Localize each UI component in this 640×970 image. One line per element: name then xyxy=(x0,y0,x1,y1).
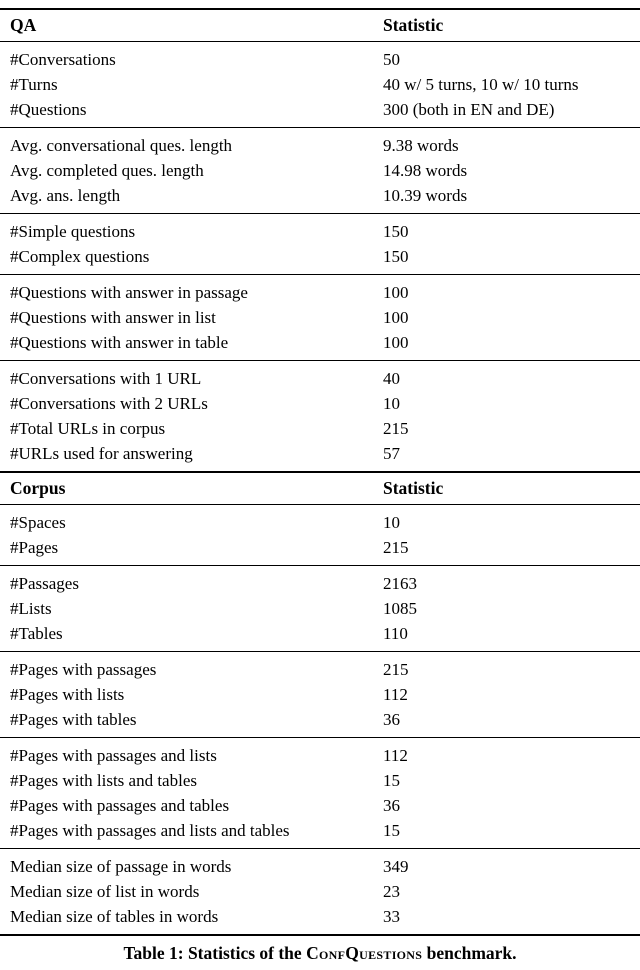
column-header-label: Corpus xyxy=(10,478,66,498)
table-row xyxy=(0,657,640,682)
row-value: 215 xyxy=(383,538,409,557)
row-label: #Pages with tables xyxy=(10,710,137,729)
row-label: #Pages with passages xyxy=(10,660,157,679)
column-header-label: QA xyxy=(10,15,37,35)
row-value: 50 xyxy=(383,50,400,69)
row-label: #Pages with passages and lists xyxy=(10,746,217,765)
table-row xyxy=(0,768,640,793)
row-value: 10.39 words xyxy=(383,186,468,205)
table-caption xyxy=(0,942,640,964)
row-group xyxy=(0,360,640,471)
table-row xyxy=(0,391,640,416)
row-value: 112 xyxy=(383,746,408,765)
row-label: #Conversations xyxy=(10,50,116,69)
table-row xyxy=(0,879,640,904)
table-row xyxy=(0,416,640,441)
table-row xyxy=(0,280,640,305)
row-value: 215 xyxy=(383,419,409,438)
row-label: Avg. ans. length xyxy=(10,186,121,205)
row-value: 15 xyxy=(383,821,400,840)
row-group xyxy=(0,213,640,274)
table-row xyxy=(0,510,640,535)
row-value: 2163 xyxy=(383,574,417,593)
table-section xyxy=(0,10,640,471)
row-value: 14.98 words xyxy=(383,161,468,180)
table-row xyxy=(0,330,640,355)
row-label: #Pages with passages and lists and tables xyxy=(10,821,290,840)
table-row xyxy=(0,621,640,646)
table-row xyxy=(0,97,640,122)
caption-benchmark-name: ConfQuestions xyxy=(306,943,423,963)
row-label: #Lists xyxy=(10,599,52,618)
row-value: 15 xyxy=(383,771,400,790)
row-value: 100 xyxy=(383,283,409,302)
row-label: #URLs used for answering xyxy=(10,444,193,463)
table-row xyxy=(0,793,640,818)
row-value: 100 xyxy=(383,333,409,352)
row-label: #Pages with passages and tables xyxy=(10,796,230,815)
table-header-row xyxy=(0,10,640,42)
row-label: #Complex questions xyxy=(10,247,150,266)
row-value: 110 xyxy=(383,624,408,643)
row-value: 112 xyxy=(383,685,408,704)
row-value: 9.38 words xyxy=(383,136,459,155)
row-value: 40 w/ 5 turns, 10 w/ 10 turns xyxy=(383,75,579,94)
caption-prefix: Table 1: Statistics of the xyxy=(123,943,307,963)
table-row xyxy=(0,743,640,768)
table-row xyxy=(0,535,640,560)
row-value: 10 xyxy=(383,513,400,532)
row-label: #Pages with lists xyxy=(10,685,125,704)
row-label: #Simple questions xyxy=(10,222,136,241)
row-label: #Questions with answer in passage xyxy=(10,283,248,302)
row-group xyxy=(0,565,640,651)
row-group xyxy=(0,505,640,565)
row-value: 36 xyxy=(383,796,400,815)
row-group xyxy=(0,127,640,213)
table-row xyxy=(0,571,640,596)
row-value: 1085 xyxy=(383,599,417,618)
row-label: #Spaces xyxy=(10,513,66,532)
row-label: #Passages xyxy=(10,574,79,593)
row-label: #Questions with answer in list xyxy=(10,308,216,327)
row-group xyxy=(0,737,640,848)
row-label: Median size of list in words xyxy=(10,882,200,901)
row-label: #Pages with lists and tables xyxy=(10,771,197,790)
row-value: 57 xyxy=(383,444,400,463)
table-row xyxy=(0,707,640,732)
row-label: #Conversations with 2 URLs xyxy=(10,394,208,413)
row-value: 300 (both in EN and DE) xyxy=(383,100,555,119)
table-row xyxy=(0,47,640,72)
row-label: Avg. conversational ques. length xyxy=(10,136,233,155)
row-label: #Turns xyxy=(10,75,58,94)
table-section xyxy=(0,471,640,934)
row-label: Median size of tables in words xyxy=(10,907,219,926)
table-row xyxy=(0,133,640,158)
row-group xyxy=(0,42,640,127)
row-group xyxy=(0,274,640,360)
row-label: #Questions with answer in table xyxy=(10,333,229,352)
table-row xyxy=(0,904,640,929)
table-row xyxy=(0,244,640,269)
row-value: 349 xyxy=(383,857,409,876)
table-row xyxy=(0,219,640,244)
table-row xyxy=(0,158,640,183)
row-group xyxy=(0,848,640,934)
row-value: 33 xyxy=(383,907,400,926)
table-row xyxy=(0,441,640,466)
table-row xyxy=(0,72,640,97)
row-label: #Questions xyxy=(10,100,87,119)
table-row xyxy=(0,854,640,879)
row-value: 215 xyxy=(383,660,409,679)
table-row xyxy=(0,305,640,330)
row-value: 10 xyxy=(383,394,400,413)
table-row xyxy=(0,682,640,707)
row-label: #Pages xyxy=(10,538,59,557)
row-group xyxy=(0,651,640,737)
table-row xyxy=(0,366,640,391)
row-value: 36 xyxy=(383,710,400,729)
row-label: #Total URLs in corpus xyxy=(10,419,166,438)
row-value: 23 xyxy=(383,882,400,901)
row-value: 100 xyxy=(383,308,409,327)
row-label: Median size of passage in words xyxy=(10,857,232,876)
row-label: Avg. completed ques. length xyxy=(10,161,204,180)
column-header-statistic: Statistic xyxy=(383,15,444,35)
row-label: #Conversations with 1 URL xyxy=(10,369,202,388)
row-label: #Tables xyxy=(10,624,63,643)
row-value: 150 xyxy=(383,222,409,241)
statistics-table xyxy=(0,8,640,936)
caption-suffix: benchmark. xyxy=(422,943,517,963)
table-row xyxy=(0,818,640,843)
row-value: 40 xyxy=(383,369,400,388)
table-header-row xyxy=(0,473,640,505)
table-row xyxy=(0,596,640,621)
row-value: 150 xyxy=(383,247,409,266)
column-header-statistic: Statistic xyxy=(383,478,444,498)
table-row xyxy=(0,183,640,208)
